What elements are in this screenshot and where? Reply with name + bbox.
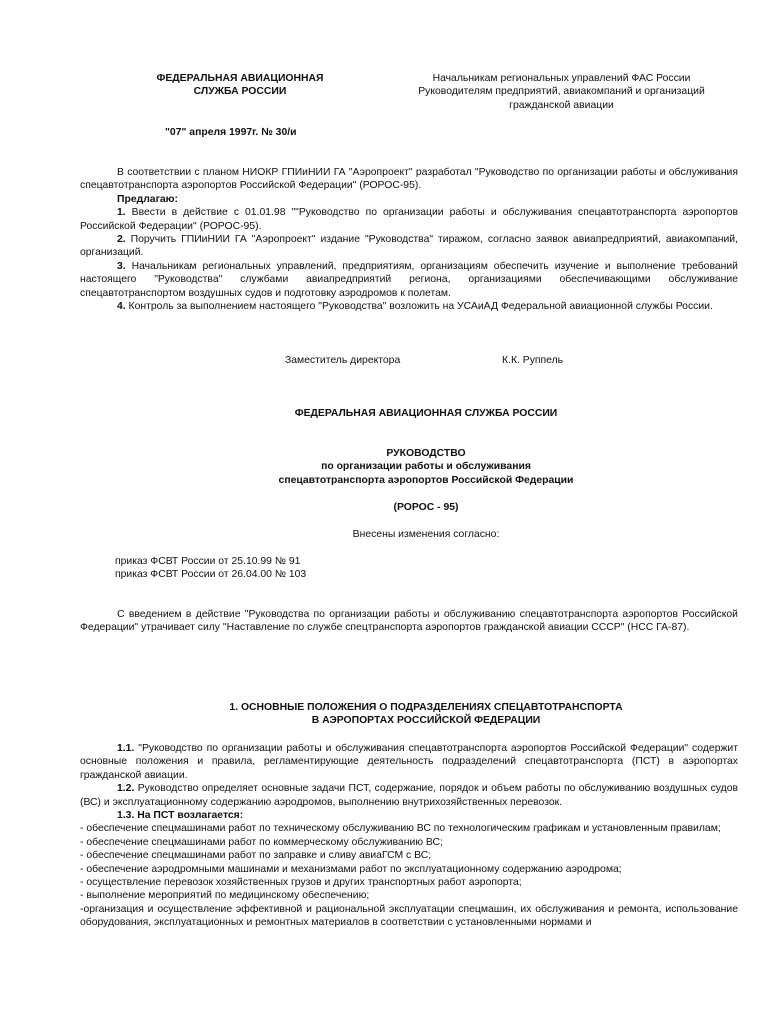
item-text: Начальникам региональных управлений, предприятиям, организациям обеспечить изучение и выполнение требований настоящего "Руководства" службами авиапредприятий региона, организациями обеспечивающими обслуживание спецавтотранспортом воздушных судов и подготовку аэродромов к полетам. [80, 260, 738, 299]
validity-paragraph: С введением в действие "Руководства по организации работы и обслуживанию спецавтотранспорта аэропортов Российской Федерации" утрачивает силу "Наставление по службе спецтранспорта аэропортов гражданской авиации СССР" (НСС ГА-87). [80, 609, 738, 634]
org-line-1: ФЕДЕРАЛЬНАЯ АВИАЦИОННАЯ [156, 73, 324, 84]
intro-item [80, 206, 738, 233]
issuing-organization [120, 72, 360, 99]
org-title: ФЕДЕРАЛЬНАЯ АВИАЦИОННАЯ СЛУЖБА РОССИИ [294, 408, 558, 419]
recipient-line: Руководителям предприятий, авиакомпаний и организаций [418, 86, 705, 98]
clause-number: 1.1. [117, 743, 135, 754]
list-item: - обеспечение спецмашинами работ по заправке и сливу авиаГСМ с ВС; [80, 850, 432, 862]
signatory-role: Заместитель директора [285, 355, 401, 366]
doc-code-text: (РОРОС - 95) [393, 502, 459, 513]
item-number: 2. [117, 234, 126, 246]
changes-note [80, 528, 768, 541]
list-item: - обеспечение спецмашинами работ по техническому обслуживанию ВС по технологическим графикам и установленным правилам; [80, 823, 721, 835]
doc-code [80, 501, 768, 514]
doc-title: РУКОВОДСТВО [386, 448, 466, 459]
recipient-line: Начальникам региональных управлений ФАС России [432, 73, 691, 84]
paragraph-1-2 [80, 782, 738, 809]
clause-number: 1.2. [117, 783, 135, 795]
recipients [384, 72, 739, 112]
clause-text: "Руководство по организации работы и обслуживания спецавтотранспорта аэропортов Российской Федерации" содержит основные положения и правила, регламентирующие деятельность подразделений спецавтотранспорта (ПСТ) в аэропортах гражданской авиации. [80, 743, 738, 781]
amendments-list [115, 555, 615, 582]
signatory-name: К.К. Руппель [502, 355, 564, 366]
item-text: Ввести в действие с 01.01.98 ""Руководство по организации работы и обслуживания спецавтотранспорта аэропортов Российской Федерации" (РОРОС-95). [80, 207, 738, 232]
intro-item [80, 260, 738, 300]
doc-subtitle-2: спецавтотранспорта аэропортов Российской Федерации [278, 474, 574, 486]
item-number: 3. [117, 260, 126, 272]
org-line-2: СЛУЖБА РОССИИ [193, 86, 287, 98]
item-number: 4. [117, 301, 126, 313]
propose-label: Предлагаю: [117, 193, 179, 205]
intro-item [80, 233, 738, 260]
item-number: 1. [117, 207, 126, 219]
document-title [80, 447, 768, 487]
list-item: - обеспечение спецмашинами работ по коммерческому обслуживанию ВС; [80, 836, 443, 848]
intro-section [80, 166, 738, 313]
section-1-heading [80, 701, 768, 728]
list-item: - обеспечение аэродромными машинами и механизмами работ по эксплуатационному содержанию аэродрома; [80, 863, 622, 875]
doc-subtitle-1: по организации работы и обслуживания [321, 461, 531, 473]
list-item: - выполнение мероприятий по медицинскому обеспечению; [80, 890, 370, 902]
section-heading-line-1: 1. ОСНОВНЫЕ ПОЛОЖЕНИЯ О ПОДРАЗДЕЛЕНИЯХ СПЕЦАВТОТРАНСПОРТА [229, 702, 623, 713]
section-1-body [80, 742, 738, 930]
item-text: Поручить ГПИиНИИ ГА "Аэропроект" издание "Руководства" тиражом, согласно заявок авиапредприятий, авиакомпаний, организаций. [80, 234, 738, 259]
recipient-line: гражданской авиации [509, 99, 614, 111]
clause-text: Руководство определяет основные задачи ПСТ, содержание, порядок и объем работы по обслуживанию воздушных судов (ВС) и эксплуатационному содержанию аэродромов, выполнению внутрихозяйственных перевозок. [80, 783, 738, 808]
item-text: Контроль за выполнением настоящего "Руководства" возложить на УСАиАД Федеральной авиационной службы России. [125, 301, 713, 313]
amendment-item: приказ ФСВТ России от 25.10.99 № 91 [115, 556, 301, 567]
changes-text: Внесены изменения согласно: [352, 529, 500, 540]
list-item: - осуществление перевозок хозяйственных грузов и других транспортных работ аэропорта; [80, 877, 522, 889]
intro-item [80, 300, 738, 313]
duties-list [80, 822, 738, 929]
order-number: "07" апреля 1997г. № 30/и [165, 127, 297, 138]
document-org-title [80, 407, 768, 420]
paragraph-1-3: 1.3. На ПСТ возлагается: [117, 810, 244, 822]
list-item: -организация и осуществление эффективной и рациональной эксплуатации спецмашин, их обслуживания и ремонта, использование оборудования, эксплуатационных и ремонтных материалов в соответствии с установленными нормами и [80, 903, 738, 929]
intro-paragraph: В соответствии с планом НИОКР ГПИиНИИ ГА "Аэропроект" разработал "Руководство по организации работы и обслуживания спецавтотранспорта аэропортов Российской Федерации" (РОРОС-95). [80, 167, 738, 192]
section-heading-line-2: В АЭРОПОРТАХ РОССИЙСКОЙ ФЕДЕРАЦИИ [311, 715, 541, 727]
amendment-item: приказ ФСВТ России от 26.04.00 № 103 [115, 569, 307, 581]
paragraph-1-1 [80, 742, 738, 782]
validity-note [80, 608, 738, 635]
